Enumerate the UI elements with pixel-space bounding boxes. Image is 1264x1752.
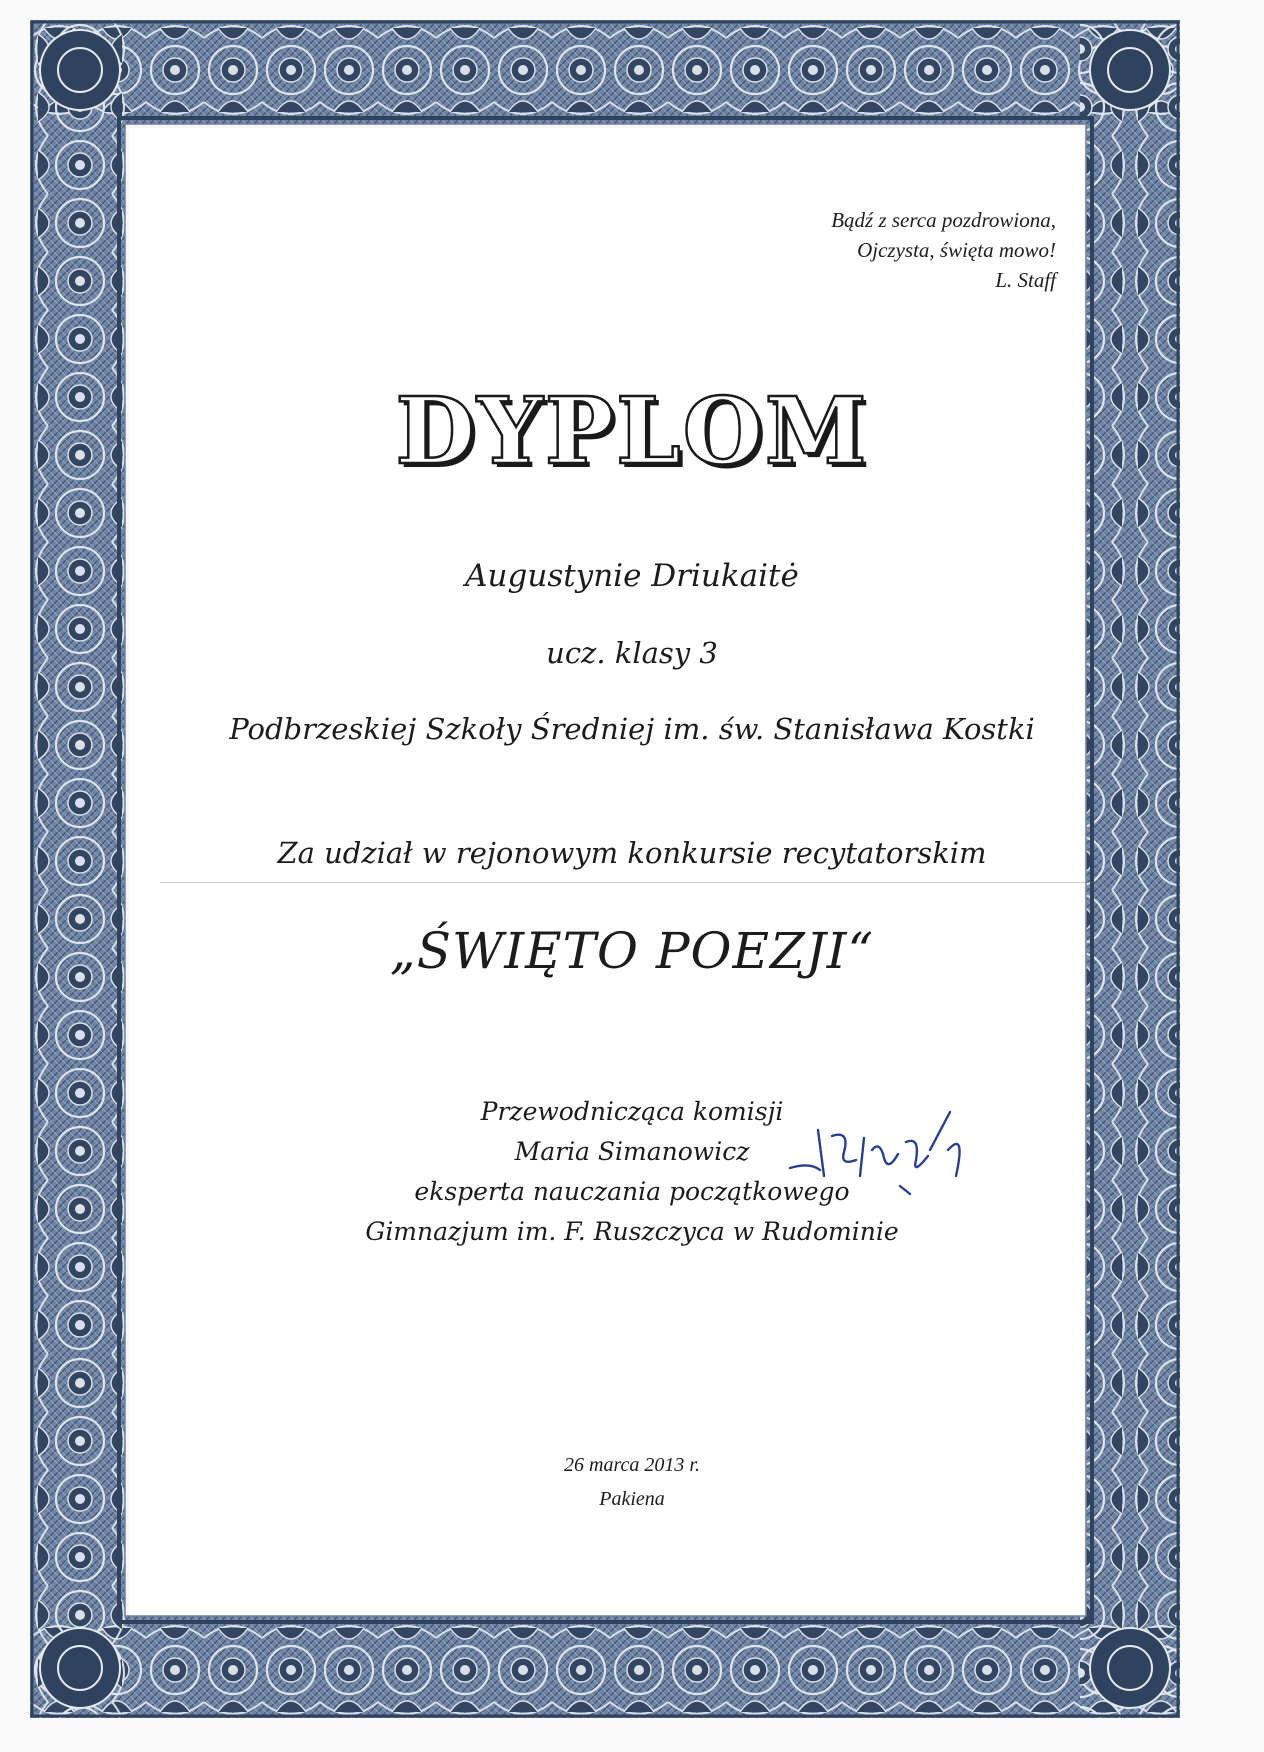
- motto-line-2: Ojczysta, święta mowo!: [857, 238, 1056, 262]
- school-line: Podbrzeskiej Szkoły Średniej im. św. Stanisława Kostki: [229, 712, 1035, 746]
- signatory-institution: Gimnazjum im. F. Ruszczyca w Rudominie: [365, 1217, 899, 1246]
- signatory-role: Przewodnicząca komisji: [480, 1097, 784, 1126]
- paper-fold-line: [160, 882, 1110, 883]
- contest-name: „ŚWIĘTO POEZJI“: [389, 922, 875, 980]
- date-place-block: [0, 1448, 1264, 1516]
- class-line: ucz. klasy 3: [546, 636, 718, 670]
- issue-date: 26 marca 2013 r.: [564, 1454, 700, 1476]
- handwritten-signature: [780, 1090, 980, 1210]
- signatory-block: [0, 1092, 1264, 1252]
- signatory-title: eksperta nauczania początkowego: [414, 1177, 850, 1206]
- recipient-name: Augustynie Driukaitė: [465, 558, 799, 594]
- motto-quote: [831, 205, 1056, 295]
- motto-author: L. Staff: [995, 268, 1056, 292]
- signatory-name: Maria Simanowicz: [514, 1137, 750, 1166]
- issue-place: Pakiena: [599, 1488, 665, 1510]
- diploma-title: DYPLOM: [395, 377, 869, 485]
- award-reason: Za udział w rejonowym konkursie recytatorskim: [277, 836, 987, 870]
- motto-line-1: Bądź z serca pozdrowiona,: [831, 208, 1056, 232]
